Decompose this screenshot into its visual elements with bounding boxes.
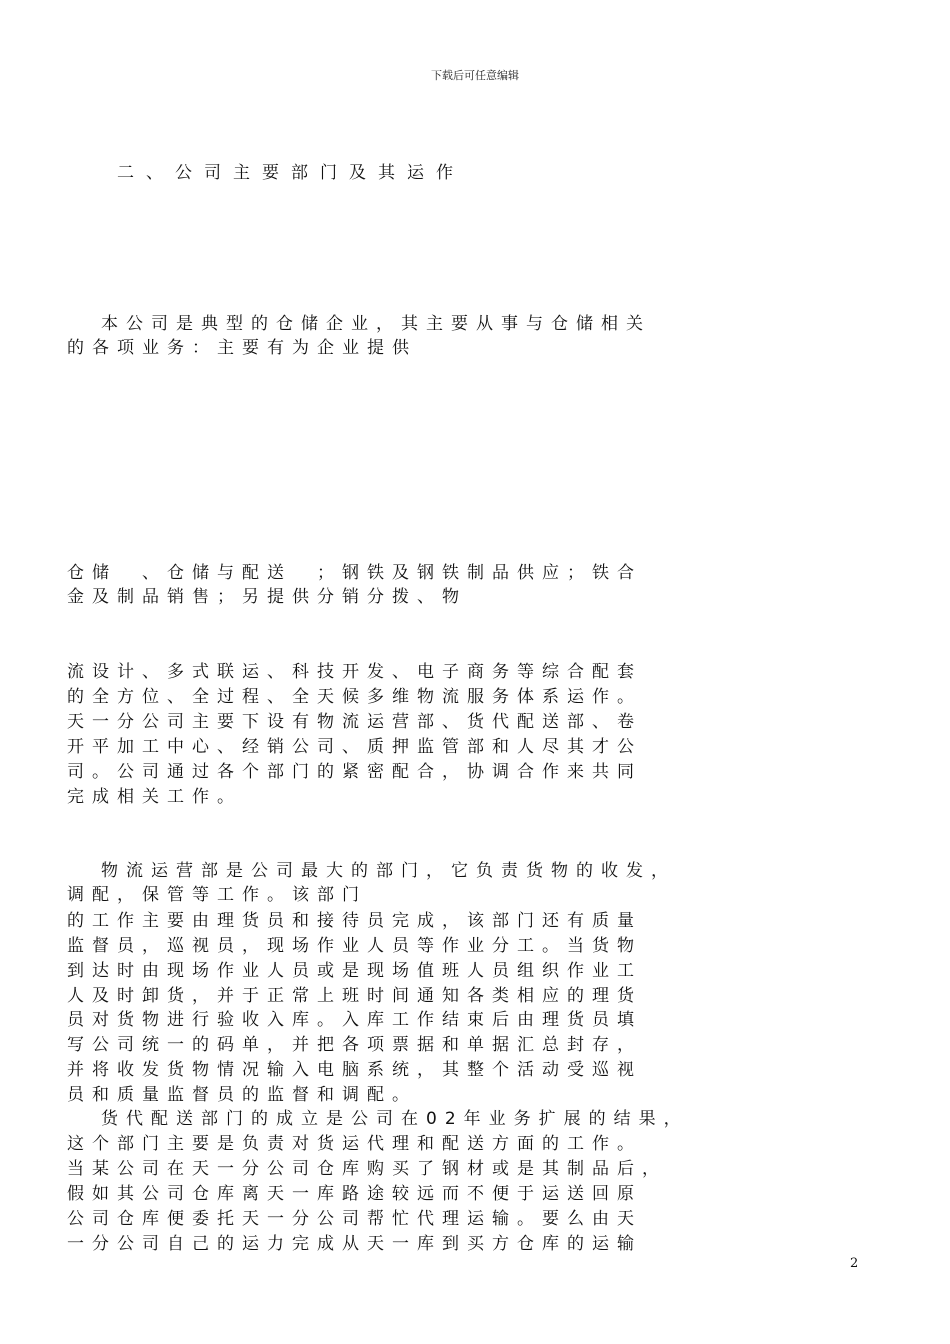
body-line: 的各项业务：主要有为企业提供 [67, 338, 417, 358]
body-line: 仓储 、仓储与配送 ；钢铁及钢铁制品供应；铁合 [67, 563, 642, 583]
body-line: 司。公司通过各个部门的紧密配合，协调合作来共同 [67, 762, 642, 782]
body-line: 人及时卸货，并于正常上班时间通知各类相应的理货 [67, 986, 642, 1006]
body-line: 一分公司自己的运力完成从天一库到买方仓库的运输 [67, 1234, 642, 1254]
body-line: 金及制品销售；另提供分销分拨、物 [67, 587, 467, 607]
body-line: 员对货物进行验收入库。入库工作结束后由理货员填 [67, 1010, 642, 1030]
body-line: 当某公司在天一分公司仓库购买了钢材或是其制品后， [67, 1159, 667, 1179]
body-line: 流设计、多式联运、科技开发、电子商务等综合配套 [67, 662, 642, 682]
body-line: 的全方位、全过程、全天候多维物流服务体系运作。 [67, 687, 642, 707]
body-line: 货代配送部门的成立是公司在02年业务扩展的结果， [101, 1109, 689, 1129]
body-line: 监督员，巡视员，现场作业人员等作业分工。当货物 [67, 936, 642, 956]
body-line: 调配，保管等工作。该部门 [67, 885, 367, 905]
body-line: 天一分公司主要下设有物流运营部、货代配送部、卷 [67, 712, 642, 732]
body-line: 公司仓库便委托天一分公司帮忙代理运输。要么由天 [67, 1209, 642, 1229]
body-line: 本公司是典型的仓储企业，其主要从事与仓储相关 [101, 314, 651, 334]
section-title: 二、公司主要部门及其运作 [117, 163, 465, 183]
page-number: 2 [850, 1256, 859, 1271]
body-line: 这个部门主要是负责对货运代理和配送方面的工作。 [67, 1134, 642, 1154]
body-line: 员和质量监督员的监督和调配。 [67, 1085, 417, 1105]
body-line: 物流运营部是公司最大的部门，它负责货物的收发， [101, 861, 676, 881]
body-line: 到达时由现场作业人员或是现场值班人员组织作业工 [67, 961, 642, 981]
body-line: 开平加工中心、经销公司、质押监管部和人尽其才公 [67, 737, 642, 757]
body-line: 完成相关工作。 [67, 787, 242, 807]
body-line: 假如其公司仓库离天一库路途较远而不便于运送回原 [67, 1184, 642, 1204]
body-line: 并将收发货物情况输入电脑系统，其整个活动受巡视 [67, 1060, 642, 1080]
page-header-note: 下载后可任意编辑 [431, 69, 519, 82]
body-line: 写公司统一的码单，并把各项票据和单据汇总封存， [67, 1035, 642, 1055]
body-line: 的工作主要由理货员和接待员完成，该部门还有质量 [67, 911, 642, 931]
